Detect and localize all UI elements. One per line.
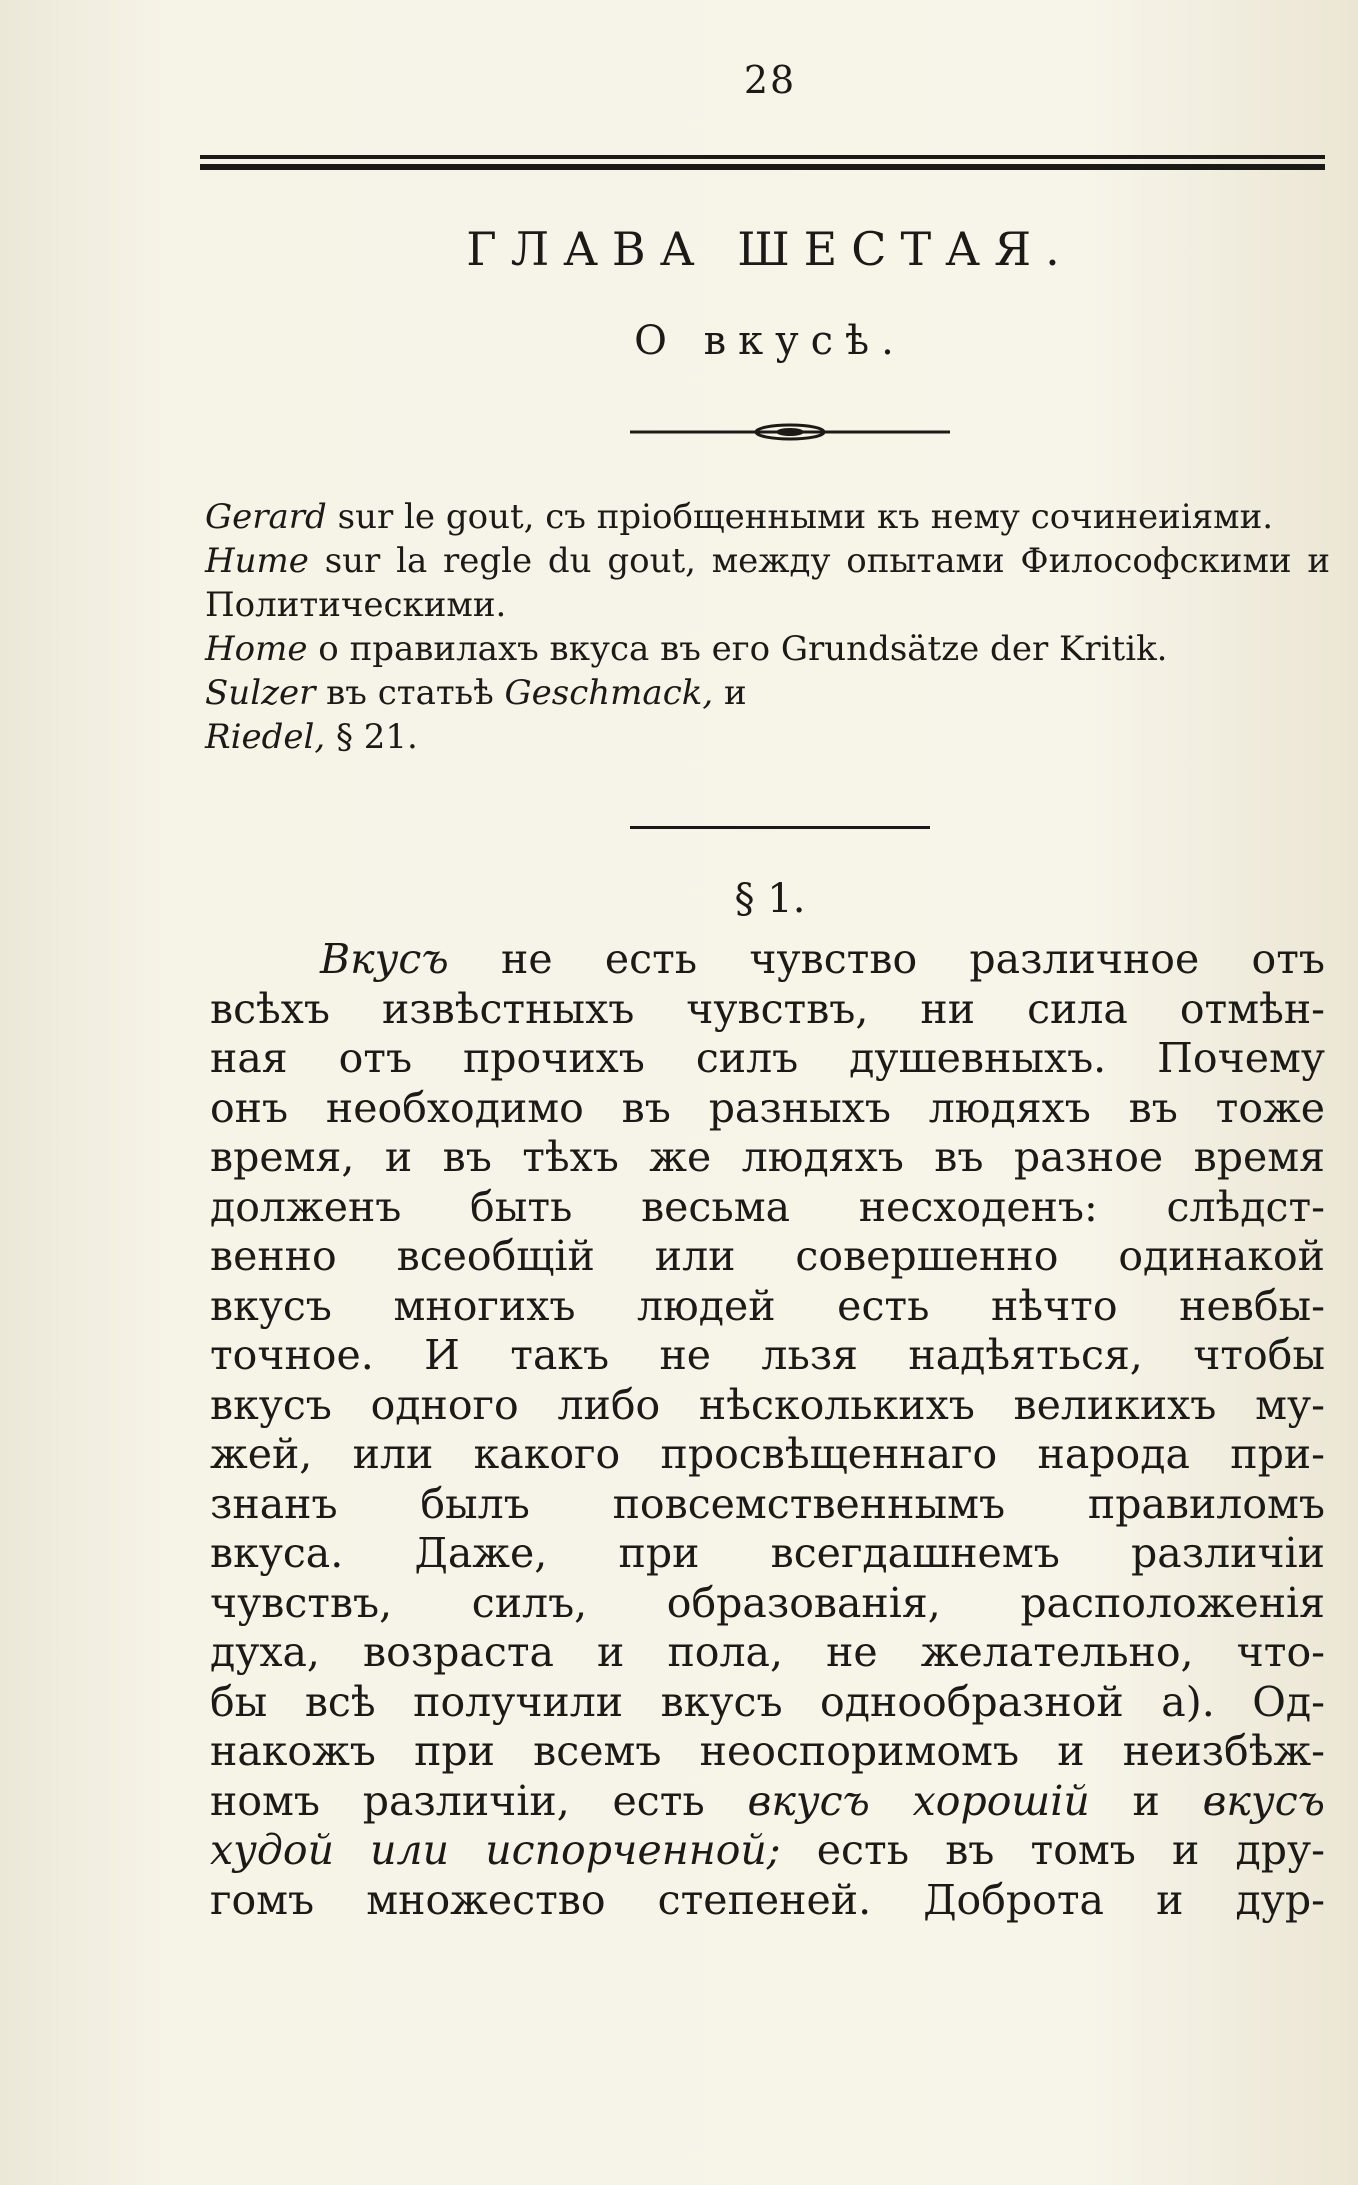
body-line: бы всѣ получили вкусъ однообразной а). Од- (210, 1677, 1325, 1726)
body-line: вкусъ многихъ людей есть нѣчто невбы- (210, 1281, 1325, 1330)
section-heading: § 1. (734, 876, 806, 922)
page-number: 28 (743, 58, 797, 102)
emphasis: худой или испорченной; (210, 1826, 781, 1874)
section-divider-rule (630, 826, 930, 829)
chapter-subtitle: О вкусѣ. (634, 318, 906, 364)
reference-riedel (205, 715, 1330, 759)
body-line: накожъ при всемъ неоспоримомъ и неизбѣж- (210, 1727, 1325, 1775)
reference-author: Home (205, 629, 308, 669)
reference-author: Gerard (205, 497, 327, 537)
body-line: жей, или какого просвѣщеннаго народа при- (210, 1430, 1325, 1478)
reference-author: Sulzer (205, 673, 316, 713)
header-double-rule (200, 155, 1325, 173)
body-line: онъ необходимо въ разныхъ людяхъ въ тоже (210, 1083, 1325, 1132)
reference-gerard (205, 495, 1330, 539)
body-line: всѣхъ извѣстныхъ чувствъ, ни сила отмѣн- (210, 984, 1325, 1033)
body-line: номъ различіи, есть вкусъ хорошій и вкусъ (210, 1776, 1325, 1825)
body-line: худой или испорченной; есть въ томъ и дру- (210, 1826, 1325, 1874)
body-line: венно всеобщій или совершенно одинакой (210, 1232, 1325, 1280)
emphasis: Вкусъ (320, 935, 449, 983)
body-line: духа, возраста и пола, не желательно, что- (210, 1628, 1325, 1676)
body-line: вкусъ одного либо нѣсколькихъ великихъ му- (210, 1380, 1325, 1429)
body-line: знанъ былъ повсемственнымъ правиломъ (210, 1479, 1325, 1528)
reference-hume (205, 539, 1330, 627)
reference-text: въ статьѣ (315, 673, 505, 713)
reference-text: § 21. (325, 717, 418, 757)
reference-author: Hume (205, 541, 309, 581)
body-line: долженъ быть весьма несходенъ: слѣдст- (210, 1182, 1325, 1231)
references-list (205, 495, 1330, 759)
reference-text: sur la regle du gout, между опытами Философскими и Политическими. (205, 541, 1330, 625)
reference-sulzer (205, 671, 1330, 715)
emphasis: вкусъ хорошій (747, 1776, 1090, 1825)
reference-home (205, 627, 1330, 671)
body-line: гомъ множество степеней. Доброта и дур- (210, 1875, 1325, 1924)
reference-text: sur le gout, съ пріобщенными къ нему сочинеиіями. (326, 497, 1274, 537)
reference-title: Geschmack, (504, 673, 714, 713)
reference-text: о правилахъ вкуса въ его Grundsätze der Kritik. (307, 629, 1168, 669)
body-line: Вкусъ не есть чувство различное отъ (320, 935, 1325, 983)
reference-author: Riedel, (205, 717, 326, 757)
body-text (210, 935, 1325, 1925)
ornament-divider (630, 418, 950, 446)
body-line: ная отъ прочихъ силъ душевныхъ. Почему (210, 1034, 1325, 1082)
emphasis: вкусъ (1202, 1776, 1325, 1825)
header-rule-thick (200, 164, 1325, 170)
body-line: чувствъ, силъ, образованія, расположенія (210, 1578, 1325, 1627)
reference-text: и (713, 673, 747, 713)
body-line: время, и въ тѣхъ же людяхъ въ разное время (210, 1133, 1325, 1181)
header-rule-thin (200, 155, 1325, 159)
body-line: вкуса. Даже, при всегдашнемъ различіи (210, 1529, 1325, 1577)
chapter-title: ГЛАВА ШЕСТАЯ. (466, 222, 1074, 276)
body-line: точное. И такъ не льзя надѣяться, чтобы (210, 1331, 1325, 1379)
